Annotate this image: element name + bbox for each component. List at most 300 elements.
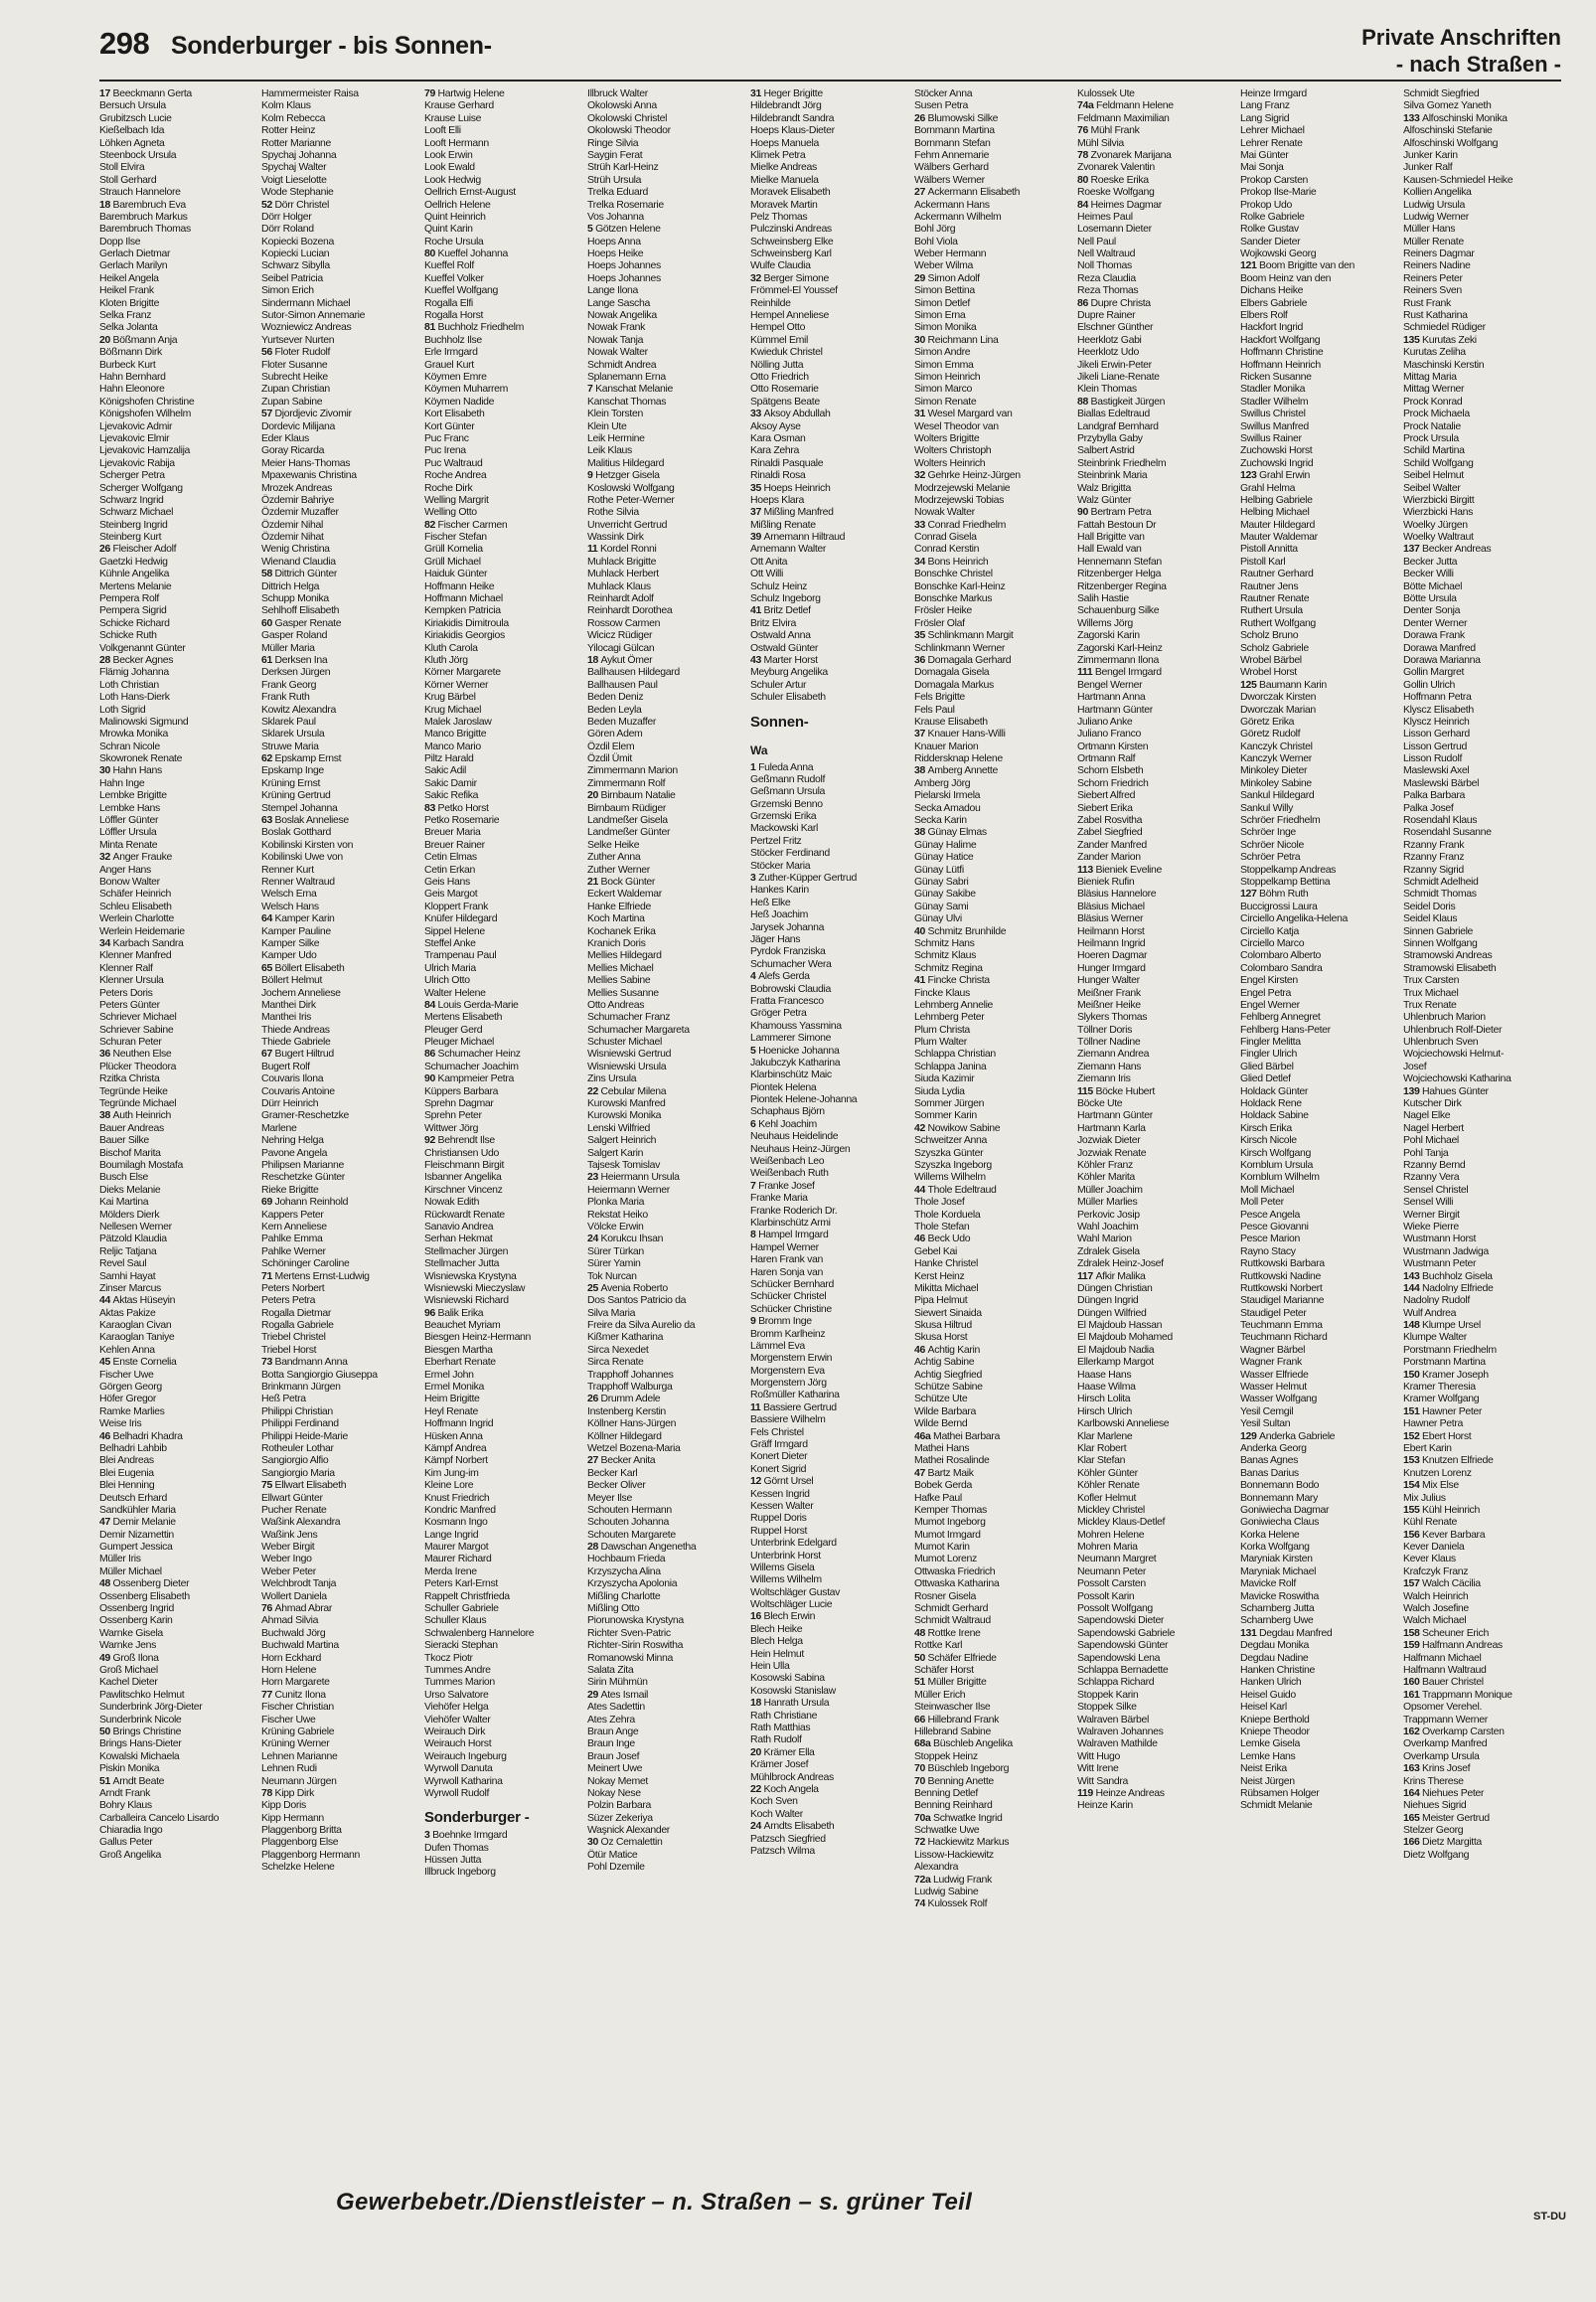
listing-entry: Trux Michael [1403,986,1459,999]
listing-entry: Minta Renate [99,838,158,851]
listing-entry: Dorawa Frank [1403,629,1465,642]
listing-entry: Koch Sven [750,1795,798,1808]
listing-entry: Wojkowski Georg [1240,247,1317,260]
listing-entry: Müller Maria [261,641,315,654]
listing-entry: Scherger Wolfgang [99,481,183,494]
listing-entry: Krafczyk Franz [1403,1564,1469,1577]
listing-entry: Wolters Christoph [914,444,992,457]
listing-entry: Nokay Memet [587,1774,648,1787]
listing-entry: Landmeßer Gisela [587,814,668,827]
listing-entry: 34 Karbach Sandra [99,936,184,949]
listing-entry: Krug Michael [424,703,482,716]
listing-entry: Schuler Artur [750,678,807,691]
listing-entry: Swillus Rainer [1240,431,1302,444]
listing-entry: 50 Brings Christine [99,1725,182,1737]
listing-entry: Perkovic Josip [1077,1208,1140,1221]
listing-entry: Manco Brigitte [424,728,487,740]
listing-entry: Grahl Helma [1240,481,1296,494]
listing-entry: Hochbaum Frieda [587,1553,666,1565]
listing-entry: Ruttkowski Barbara [1240,1257,1325,1270]
listing-entry: Bonnemann Bodo [1240,1479,1320,1492]
listing-entry: Goniwiecha Dagmar [1240,1503,1330,1516]
listing-entry: Göretz Erika [1240,715,1295,728]
listing-entry: El Majdoub Hassan [1077,1319,1163,1332]
listing-entry: Pesce Giovanni [1240,1220,1309,1233]
listing-entry: Otto Friedrich [750,370,809,383]
listing-entry: Barembruch Markus [99,210,188,223]
listing-column [424,87,583,2180]
listing-entry: Overkamp Ursula [1403,1749,1480,1762]
listing-entry: Tummes Marion [424,1676,495,1689]
listing-entry: Schäfer Horst [914,1664,974,1676]
listing-entry: Gollin Margret [1403,666,1465,679]
listing-entry: Wenig Christina [261,543,330,556]
listing-entry: Roßmüller Katharina [750,1389,840,1401]
listing-entry: Plum Christa [914,1023,970,1036]
listing-entry: Grüll Michael [424,555,481,568]
listing-entry: Rotter Heinz [261,124,316,137]
listing-entry: 7 Franke Josef [750,1179,815,1192]
listing-entry: Rolke Gustav [1240,223,1299,236]
listing-entry: Fehm Annemarie [914,148,990,161]
listing-entry: Woltschläger Lucie [750,1598,833,1611]
listing-entry: 72 Hackiewitz Markus [914,1836,1010,1849]
listing-entry: Kranich Doris [587,936,646,949]
listing-entry: Moravek Elisabeth [750,186,831,199]
listing-entry: Trampenau Paul [424,949,497,962]
listing-entry: Dupre Rainer [1077,309,1136,322]
listing-entry: Weirauch Horst [424,1737,492,1750]
listing-entry: Hoffmann Heike [424,579,495,592]
listing-entry: Hempel Otto [750,321,806,334]
listing-entry: Dittrich Helga [261,579,320,592]
listing-entry: Schmitz Hans [914,936,975,949]
listing-entry: Müller Hans [1403,223,1456,236]
listing-entry: Kulossek Ute [1077,87,1135,99]
listing-entry: Triebel Horst [261,1343,317,1356]
listing-entry: 44 Thole Edeltraud [914,1183,997,1196]
listing-entry: Cetin Erkan [424,863,476,876]
listing-entry: Ringe Silvia [587,136,639,149]
listing-entry: Porstmann Martina [1403,1356,1486,1369]
listing-entry: 40 Schmitz Brunhilde [914,924,1007,937]
listing-entry: Zagorski Karin [1077,629,1140,642]
listing-entry: Meier Hans-Thomas [261,456,351,469]
listing-entry: Holdack Rene [1240,1097,1302,1110]
listing-entry: Puc Waltraud [424,456,483,469]
listing-entry: 78 Kipp Dirk [261,1786,314,1799]
listing-entry: Woelky Jürgen [1403,518,1468,531]
listing-entry: Zabel Siegfried [1077,826,1143,839]
listing-entry: Trelka Rosemarie [587,198,664,211]
listing-entry: Conrad Gisela [914,531,977,544]
listing-entry: Rautner Jens [1240,579,1299,592]
listing-entry: Fischer Christian [261,1701,334,1714]
listing-entry: Plaggenborg Else [261,1836,339,1849]
listing-entry: Höfer Gregor [99,1393,157,1405]
listing-entry: Lammerer Simone [750,1032,832,1045]
listing-entry: Weber Ingo [261,1553,312,1565]
listing-entry: Lembke Brigitte [99,789,167,802]
listing-entry: Weber Hermann [914,247,987,260]
listing-entry: Look Erwin [424,148,473,161]
listing-entry: Scharnberg Jutta [1240,1602,1315,1615]
listing-entry: Klar Robert [1077,1441,1127,1454]
listing-entry: Maryniak Michael [1240,1564,1317,1577]
listing-entry: Witt Sandra [1077,1774,1129,1787]
listing-entry: Mpaxewanis Christina [261,469,357,482]
listing-entry: Haase Wilma [1077,1381,1136,1394]
listing-entry: Wozniewicz Andreas [261,321,352,334]
listing-entry: Wasser Wolfgang [1240,1393,1318,1405]
listing-entry: Rosner Gisela [914,1589,976,1602]
listing-entry: Overkamp Manfred [1403,1737,1488,1750]
listing-entry: Jikeli Erwin-Peter [1077,358,1152,371]
listing-entry: Gerlach Dietmar [99,247,171,260]
listing-entry: Fischer Uwe [99,1368,154,1381]
listing-entry: Köhler Franz [1077,1158,1133,1171]
listing-entry: 68a Büschleb Angelika [914,1737,1013,1750]
listing-entry: Mißling Otto [587,1602,640,1615]
listing-entry: Klein Thomas [1077,383,1137,396]
listing-entry: Wieke Pierre [1403,1220,1459,1233]
listing-entry: Heerklotz Udo [1077,346,1139,359]
listing-entry: Hammermeister Raisa [261,87,359,99]
listing-entry: Groß Angelika [99,1848,161,1861]
listing-entry: Bersuch Ursula [99,99,166,112]
listing-entry: Hempel Anneliese [750,309,830,322]
listing-entry: Illbruck Walter [587,87,648,99]
listing-entry: Ludwig Sabine [914,1886,979,1898]
listing-entry: Stoll Gerhard [99,173,157,186]
listing-entry: 113 Bieniek Eveline [1077,863,1163,876]
listing-entry: Weirauch Ingeburg [424,1749,507,1762]
listing-entry: Wustmann Jadwiga [1403,1244,1489,1257]
listing-entry: Mielke Andreas [750,161,817,174]
page-header [99,22,1561,82]
listing-entry: Haase Hans [1077,1368,1132,1381]
listing-entry: Marlene [261,1121,297,1134]
listing-entry: Fingler Melitta [1240,1036,1301,1049]
street-heading: Sonnen- [750,713,809,731]
listing-entry: Krause Gerhard [424,99,494,112]
listing-entry: Simon Renate [914,395,977,408]
listing-entry: Wälbers Gerhard [914,161,989,174]
listing-entry: Nowak Tanja [587,333,644,346]
listing-entry: Lämmel Eva [750,1339,805,1352]
listing-entry: Kim Jung-im [424,1466,479,1479]
listing-entry: 42 Nowikow Sabine [914,1121,1001,1134]
listing-entry: Ortmann Ralf [1077,752,1136,765]
listing-entry: Domagala Gisela [914,666,990,679]
listing-entry: Trappmann Werner [1403,1713,1488,1726]
listing-entry: Philippi Ferdinand [261,1417,339,1430]
listing-entry: Swillus Manfred [1240,419,1309,432]
listing-entry: Schmidt Thomas [1403,888,1477,901]
listing-entry: Schmidt Siegfried [1403,87,1480,99]
listing-entry: Kara Zehra [750,444,800,457]
listing-entry: Hanke Elfriede [587,900,651,912]
listing-entry: Töllner Nadine [1077,1036,1141,1049]
listing-entry: Plaggenborg Hermann [261,1848,361,1861]
listing-entry: 31 Heger Brigitte [750,87,823,99]
listing-entry: Spätgens Beate [750,395,820,408]
listing-entry: Schücker Christel [750,1290,827,1303]
listing-entry: Unterbrink Horst [750,1549,821,1562]
listing-entry: Thiede Andreas [261,1023,330,1036]
listing-entry: Modrzejewski Melanie [914,481,1011,494]
listing-entry: Seidel Doris [1403,900,1456,912]
listing-entry: Gramer-Reschetzke [261,1109,349,1122]
listing-entry: Dos Santos Patricio da [587,1294,687,1307]
listing-entry: Heyl Renate [424,1404,478,1417]
listing-entry: 60 Gasper Renate [261,616,342,629]
listing-entry: Dörr Holger [261,210,312,223]
listing-entry: Arnemann Walter [750,543,827,556]
listing-entry: Hawner Petra [1403,1417,1463,1430]
listing-entry: Heimes Paul [1077,210,1133,223]
listing-entry: Hahn Inge [99,776,145,789]
listing-entry: Lange Ingrid [424,1528,479,1541]
listing-entry: Schröer Friedhelm [1240,814,1321,827]
listing-entry: 162 Overkamp Carsten [1403,1725,1505,1737]
listing-entry: Korka Helene [1240,1528,1300,1541]
listing-entry: 38 Auth Heinrich [99,1109,172,1122]
listing-entry: Braun Inge [587,1737,635,1750]
listing-entry: Schwarz Michael [99,506,174,519]
listing-entry: Wrobel Horst [1240,666,1297,679]
listing-entry: Stellmacher Jürgen [424,1244,509,1257]
listing-entry: Dworczak Kirsten [1240,691,1317,704]
listing-entry: Plaggenborg Britta [261,1824,342,1837]
listing-entry: Hall Ewald van [1077,543,1142,556]
listing-entry: Schmidt Adelheid [1403,876,1479,888]
listing-entry: Sürer Türkan [587,1244,644,1257]
listing-entry: Wisniewska Krystyna [424,1269,517,1282]
listing-entry: Nölling Jutta [750,358,804,371]
listing-entry: Kolm Klaus [261,99,311,112]
listing-entry: Degdau Monika [1240,1639,1309,1652]
listing-entry: Reiners Dagmar [1403,247,1475,260]
listing-entry: 163 Krins Josef [1403,1762,1471,1775]
listing-entry: 84 Louis Gerda-Marie [424,998,519,1011]
listing-entry: Bohl Jörg [914,223,956,236]
listing-entry: Hildebrandt Sandra [750,111,835,124]
listing-entry: Schlappa Christian [914,1048,996,1061]
listing-entry: Klyscz Heinrich [1403,715,1470,728]
listing-entry: 24 Korukcu Ihsan [587,1233,664,1245]
listing-entry: Krins Therese [1403,1774,1464,1787]
listing-entry: Hanke Christel [914,1257,978,1270]
listing-entry: Hartmann Karla [1077,1121,1146,1134]
listing-entry: Ellerkamp Margot [1077,1356,1154,1369]
listing-entry: Kochanek Erika [587,924,656,937]
listing-entry: El Majdoub Mohamed [1077,1331,1173,1344]
listing-entry: Minkoley Dieter [1240,764,1308,777]
listing-entry: Wagner Frank [1240,1356,1302,1369]
listing-entry: Kueffel Rolf [424,259,474,272]
listing-entry: Klenner Manfred [99,949,172,962]
listing-entry: Hackfort Wolfgang [1240,333,1321,346]
listing-entry: Kai Martina [99,1196,149,1209]
listing-entry: Ulrich Maria [424,961,476,974]
listing-entry: Rosendahl Klaus [1403,814,1478,827]
listing-entry: Belhadri Lahbib [99,1441,167,1454]
listing-entry: 49 Groß Ilona [99,1651,159,1664]
listing-entry: 48 Rottke Irene [914,1626,981,1639]
listing-entry: 46 Achtig Karin [914,1343,980,1356]
listing-entry: Look Ewald [424,161,475,174]
listing-entry: Tegründe Heike [99,1084,168,1097]
listing-entry: Kramer Wolfgang [1403,1393,1480,1405]
listing-entry: Pätzold Klaudia [99,1233,167,1245]
listing-entry: 96 Balik Erika [424,1306,484,1319]
listing-entry: Willems Wilhelm [750,1573,822,1586]
listing-entry: Weise Iris [99,1417,142,1430]
listing-entry: Staudigel Peter [1240,1306,1307,1319]
listing-entry: Hartmann Anna [1077,691,1146,704]
listing-column [99,87,258,2180]
listing-entry: Couvaris Antoine [261,1084,335,1097]
listing-entry: Hoffmann Heinrich [1240,358,1321,371]
listing-entry: Renner Waltraud [261,876,335,888]
listing-entry: Sutor-Simon Annemarie [261,309,366,322]
listing-entry: Klarbinschütz Maic [750,1069,832,1081]
listing-entry: Walraven Johannes [1077,1725,1164,1737]
listing-entry: Karaoglan Taniye [99,1331,175,1344]
listing-entry: Schorn Elsbeth [1077,764,1144,777]
listing-entry: Mai Günter [1240,148,1289,161]
listing-entry: 48 Ossenberg Dieter [99,1577,190,1590]
listing-entry: Puc Irena [424,444,466,457]
listing-entry: Rath Christiane [750,1709,818,1722]
listing-entry: Scharnberg Uwe [1240,1614,1314,1627]
listing-entry: Seibel Patricia [261,271,323,284]
listing-entry: Anderka Georg [1240,1441,1307,1454]
listing-entry: 27 Becker Anita [587,1454,656,1467]
listing-entry: Schmitz Regina [914,961,983,974]
listing-entry: 36 Domagala Gerhard [914,653,1012,666]
listing-entry: Wilde Bernd [914,1417,968,1430]
listing-entry: Stelzer Georg [1403,1824,1464,1837]
listing-entry: Wisniewski Mieczyslaw [424,1281,526,1294]
listing-entry: Fratta Francesco [750,994,824,1007]
listing-entry: Wagner Bärbel [1240,1343,1306,1356]
listing-entry: Willems Gisela [750,1561,815,1573]
listing-entry: Dürr Heinrich [261,1097,319,1110]
listing-entry: Oellrich Ernst-August [424,186,516,199]
listing-entry: 35 Schlinkmann Margit [914,629,1014,642]
listing-entry: 32 Berger Simone [750,271,830,284]
listing-entry: Hackfort Ingrid [1240,321,1304,334]
listing-entry: Schauenburg Silke [1077,604,1160,617]
listing-entry: Khamouss Yassmina [750,1019,842,1032]
listing-entry: Hüsken Anna [424,1429,483,1442]
listing-entry: Siebert Alfred [1077,789,1136,802]
listing-entry: Hennemann Stefan [1077,555,1162,568]
listing-entry: Fingler Ulrich [1240,1048,1297,1061]
listing-entry: Bötte Michael [1403,579,1463,592]
listing-entry: Simon Monika [914,321,977,334]
listing-entry: Schriever Sabine [99,1023,174,1036]
listing-entry: Schuler Elisabeth [750,691,826,704]
listing-entry: Körner Werner [424,678,489,691]
listing-entry: Pavone Angela [261,1146,328,1159]
listing-entry: Skusa Horst [914,1331,968,1344]
listing-entry: Piskin Monika [99,1762,160,1775]
listing-entry: Fischer Stefan [424,531,487,544]
listing-entry: Pyrdok Franziska [750,945,826,958]
listing-entry: Özdil Ümit [587,752,632,765]
listing-entry: Heß Petra [261,1393,306,1405]
listing-entry: 151 Hawner Peter [1403,1404,1483,1417]
listing-entry: 28 Dawschan Angenetha [587,1541,697,1554]
listing-entry: 9 Hetzger Gisela [587,469,660,482]
listing-entry: Spychaj Walter [261,161,327,174]
listing-entry: Roeske Wolfgang [1077,186,1155,199]
listing-entry: Rolke Gabriele [1240,210,1305,223]
listing-entry: 127 Böhm Ruth [1240,888,1309,901]
listing-entry: Zimmermann Rolf [587,776,666,789]
listing-entry: Okolowski Anna [587,99,657,112]
listing-entry: Wierzbicki Birgitt [1403,493,1475,506]
listing-entry: 161 Trappmann Monique [1403,1688,1513,1701]
listing-entry: Heilmann Horst [1077,924,1145,937]
page-number: 298 [99,26,150,61]
listing-entry: Hein Helmut [750,1647,804,1660]
listing-entry: Günay Lütfi [914,863,964,876]
listing-entry: Sieracki Stephan [424,1639,498,1652]
listing-entry: Kobilinski Kirsten von [261,838,354,851]
listing-entry: Simon Andre [914,346,971,359]
listing-entry: Völcke Erwin [587,1220,644,1233]
listing-entry: 44 Aktas Hüseyin [99,1294,176,1307]
listing-entry: Rinaldi Rosa [750,469,806,482]
listing-entry: 12 Görnt Ursel [750,1475,814,1488]
listing-entry: Weißenbach Ruth [750,1167,829,1180]
listing-entry: Sippel Helene [424,924,485,937]
listing-entry: Hartmann Günter [1077,703,1153,716]
listing-entry: Possolt Wolfgang [1077,1602,1153,1615]
listing-column [587,87,746,2180]
listing-entry: Simon Marco [914,383,973,396]
listing-entry: Meyer Ilse [587,1491,632,1504]
listing-entry: Rosendahl Susanne [1403,826,1492,839]
listing-entry: Salgert Heinrich [587,1134,657,1147]
listing-entry: Ortmann Kirsten [1077,740,1149,752]
listing-entry: Selka Franz [99,309,152,322]
listing-entry: Illbruck Ingeborg [424,1866,496,1879]
listing-entry: Loth Christian [99,678,159,691]
listing-entry: Müller Erich [914,1688,966,1701]
listing-entry: Wulfe Claudia [750,259,811,272]
listing-entry: Kornblum Wilhelm [1240,1171,1320,1184]
listing-entry: Rath Rudolf [750,1733,802,1746]
listing-entry: 86 Dupre Christa [1077,296,1151,309]
listing-entry: Hoeps Johannes [587,259,661,272]
listing-entry: Hoeps Klaus-Dieter [750,124,835,137]
listing-entry: Günay Halime [914,838,977,851]
listing-entry: 11 Bassiere Gertrud [750,1400,837,1413]
listing-entry: Sapendowski Dieter [1077,1614,1165,1627]
listing-entry: Knüfer Hildegard [424,912,498,925]
listing-entry: Schmidt Andrea [587,358,657,371]
listing-entry: Werlein Charlotte [99,912,174,925]
listing-entry: Özdemir Nihat [261,531,324,544]
listing-entry: Thole Stefan [914,1220,970,1233]
listing-entry: Heim Brigitte [424,1393,480,1405]
listing-entry: Werner Birgit [1403,1208,1460,1221]
